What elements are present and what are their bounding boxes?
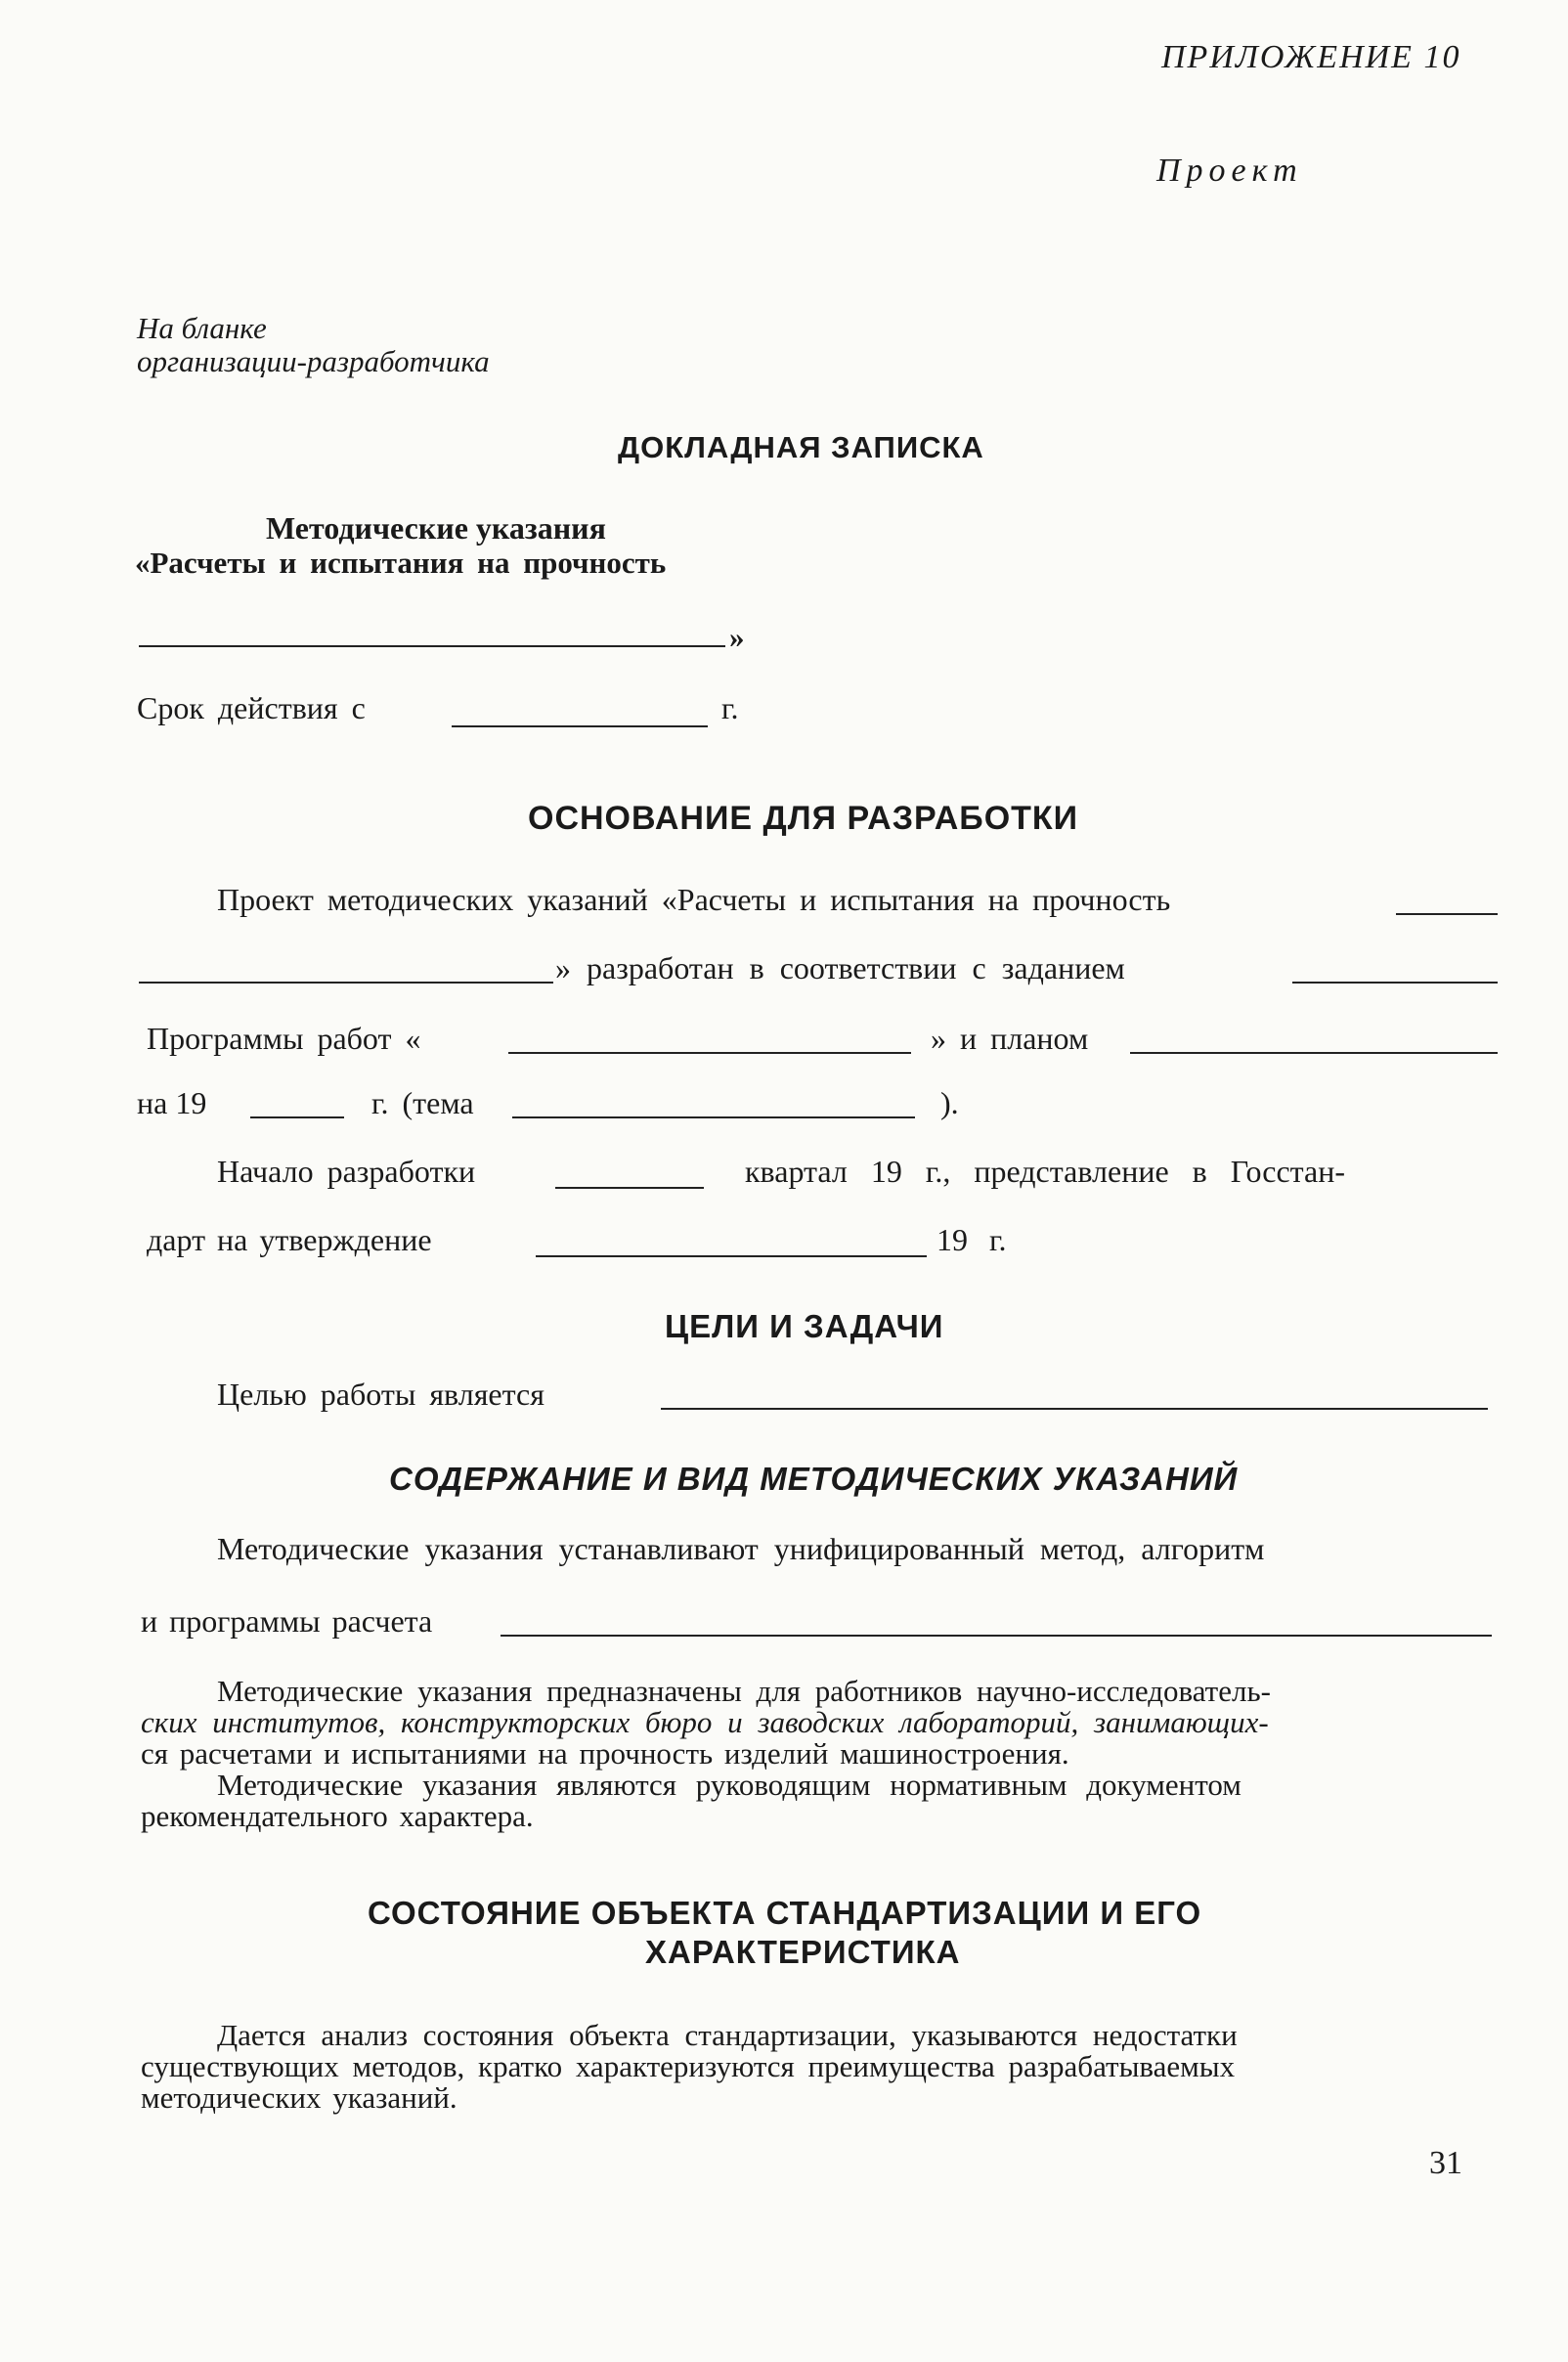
basis-p2c: дарт на утверждение xyxy=(147,1222,432,1257)
section-state-heading-2: ХАРАКТЕРИСТИКА xyxy=(645,1934,961,1970)
content-p3-line-1: Методические указания являются руководящим нормативным документом xyxy=(217,1768,1241,1802)
content-p1a: Методические указания устанавливают унифицированный метод, алгоритм xyxy=(217,1531,1265,1566)
program-name-blank xyxy=(508,1052,911,1054)
state-line-2: существующих методов, кратко характеризуются преимущества разрабатываемых xyxy=(141,2049,1236,2083)
goals-text: Целью работы является xyxy=(217,1377,544,1412)
basis-line-4b: г. (тема xyxy=(371,1085,474,1120)
page-number: 31 xyxy=(1429,2145,1462,2181)
content-p1b: и программы расчета xyxy=(141,1603,433,1639)
basis-line-4c: ). xyxy=(940,1085,959,1120)
approval-date-blank xyxy=(536,1255,927,1257)
content-p2-line-1: Методические указания предназначены для работников научно-исследователь- xyxy=(217,1674,1271,1708)
subject-line-1: Методические указания xyxy=(266,510,606,546)
section-state-heading-1: СОСТОЯНИЕ ОБЪЕКТА СТАНДАРТИЗАЦИИ И ЕГО xyxy=(368,1895,1202,1931)
basis-task-blank xyxy=(1292,982,1498,984)
plan-blank xyxy=(1130,1052,1498,1054)
validity-label: Срок действия с xyxy=(137,690,366,725)
year-blank xyxy=(250,1116,344,1118)
section-content-heading: СОДЕРЖАНИЕ И ВИД МЕТОДИЧЕСКИХ УКАЗАНИЙ xyxy=(389,1461,1239,1497)
basis-line-4a: на 19 xyxy=(137,1085,207,1120)
letterhead-line-2: организации-разработчика xyxy=(137,344,490,378)
draft-label: Проект xyxy=(1156,153,1303,189)
validity-date-blank xyxy=(452,725,708,727)
section-goals-heading: ЦЕЛИ И ЗАДАЧИ xyxy=(665,1308,944,1344)
basis-line-3a: Программы работ « xyxy=(147,1021,421,1056)
basis-p2a: Начало разработки xyxy=(217,1154,476,1189)
section-basis-heading: ОСНОВАНИЕ ДЛЯ РАЗРАБОТКИ xyxy=(528,800,1079,837)
basis-p2d: 19 г. xyxy=(936,1222,1007,1257)
basis-line-1: Проект методических указаний «Расчеты и испытания на прочность xyxy=(217,882,1171,917)
basis-line-3b: » и планом xyxy=(931,1021,1089,1056)
content-p2-line-3: ся расчетами и испытаниями на прочность изделий машиностроения. xyxy=(141,1736,1069,1771)
subject-close-quote: » xyxy=(729,620,745,654)
subject-line-2: «Расчеты и испытания на прочность xyxy=(135,546,667,580)
state-line-1: Дается анализ состояния объекта стандартизации, указываются недостатки xyxy=(217,2018,1238,2052)
quarter-blank xyxy=(555,1187,704,1189)
calc-program-blank xyxy=(501,1635,1492,1637)
appendix-label: ПРИЛОЖЕНИЕ 10 xyxy=(1161,39,1461,75)
content-p3-line-2: рекомендательного характера. xyxy=(141,1799,534,1833)
page-title: ДОКЛАДНАЯ ЗАПИСКА xyxy=(618,430,984,464)
state-line-3: методических указаний. xyxy=(141,2080,457,2115)
theme-blank xyxy=(512,1116,915,1118)
goals-blank xyxy=(661,1408,1488,1410)
basis-blank-1 xyxy=(1396,913,1498,915)
letterhead-line-1: На бланке xyxy=(137,311,267,345)
basis-p2b: квартал 19 г., представление в Госстан- xyxy=(745,1154,1345,1189)
content-p2-line-2: ских институтов, конструкторских бюро и заводских лабораторий, занимающих- xyxy=(141,1705,1269,1739)
basis-blank-2 xyxy=(139,982,553,984)
basis-line-2: » разработан в соответствии с заданием xyxy=(555,950,1125,985)
validity-year: г. xyxy=(721,690,739,725)
subject-blank-line xyxy=(139,645,725,647)
